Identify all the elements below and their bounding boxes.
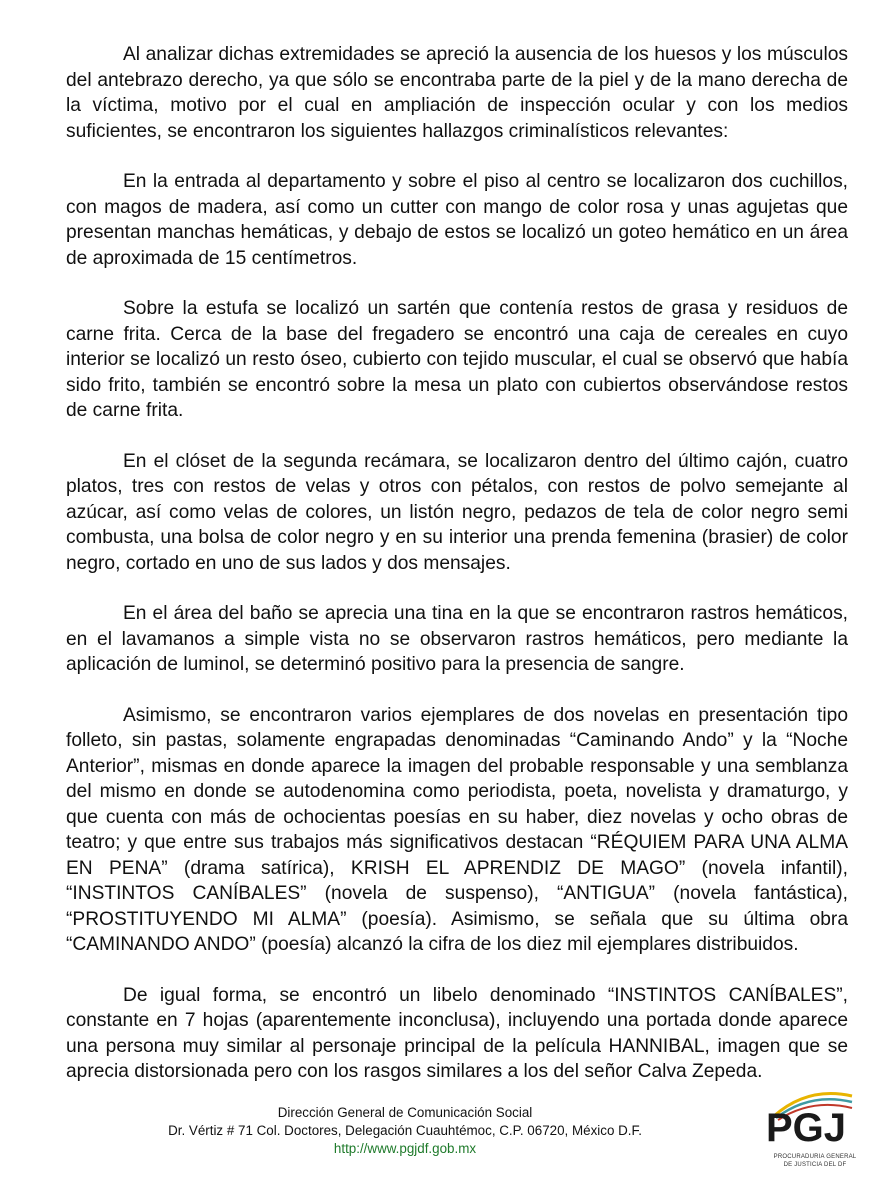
paragraph-2: En la entrada al departamento y sobre el piso al centro se localizaron dos cuchillos, con magos de madera, así como un cutter con mango de color rosa y unas agujetas que presentan manchas hemáticas, y debajo de estos se localizó un goteo hemático en un área de aproximada de 15 centímetros. (66, 171, 848, 269)
footer (100, 1104, 710, 1158)
body-text (66, 42, 848, 1110)
paragraph-7: De igual forma, se encontró un libelo denominado “INSTINTOS CANÍBALES”, constante en 7 hojas (aparentemente inconclusa), incluyendo una portada donde aparece una persona muy similar al personaje principal de la película HANNIBAL, imagen que se aprecia distorsionada pero con los rasgos similares a los del señor Calva Zepeda. (66, 984, 848, 1082)
paragraph-3: Sobre la estufa se localizó un sartén que contenía restos de grasa y residuos de carne frita. Cerca de la base del fregadero se encontró una caja de cereales en cuyo interior se localizó un resto óseo, cubierto con tejido muscular, el cual se observó que había sido frito, también se encontró sobre la mesa un plato con cubiertos observándose restos de carne frita. (66, 298, 848, 421)
paragraph-4: En el clóset de la segunda recámara, se localizaron dentro del último cajón, cuatro platos, tres con restos de velas y otros con pétalos, con restos de polvo semejante al azúcar, así como velas de colores, un listón negro, pedazos de tela de color negro semi combusta, una bolsa de color negro y en su interior una prenda femenina (brasier) de color negro, cortado en uno de sus lados y dos mensajes. (66, 450, 848, 574)
footer-url[interactable]: http://www.pgjdf.gob.mx (333, 1141, 477, 1156)
paragraph-1: Al analizar dichas extremidades se apreció la ausencia de los huesos y los músculos del antebrazo derecho, ya que sólo se encontraba parte de la piel y de la mano derecha de la víctima, motivo por el cual en ampliación de inspección ocular y con los medios suficientes, se encontraron los siguientes hallazgos criminalísticos relevantes: (66, 44, 848, 142)
logo-subtitle-2: DE JUSTICIA DEL DF (783, 1162, 847, 1168)
paragraph-5: En el área del baño se aprecia una tina en la que se encontraron rastros hemáticos, en el lavamanos a simple vista no se observaron rastros hemáticos, pero mediante la aplicación de luminol, se determinó positivo para la presencia de sangre. (66, 603, 848, 675)
footer-department: Dirección General de Comunicación Social (277, 1105, 533, 1120)
logo-subtitle-1: PROCURADURIA GENERAL (773, 1154, 857, 1160)
footer-address: Dr. Vértiz # 71 Col. Doctores, Delegación Cuauhtémoc, C.P. 06720, México D.F. (168, 1123, 642, 1138)
logo-text: PGJ (766, 1106, 847, 1150)
paragraph-6: Asimismo, se encontraron varios ejemplares de dos novelas en presentación tipo folleto, sin pastas, solamente engrapadas denominadas “Caminando Ando” y la “Noche Anterior”, mismas en donde aparece la imagen del probable responsable y una semblanza del mismo en donde se autodenomina como periodista, poeta, novelista y dramaturgo, y que cuenta con más de ochocientas poesías en su haber, diez novelas y ocho obras de teatro; y que entre sus trabajos más significativos destacan “RÉQUIEM PARA UNA ALMA EN PENA” (drama satírica), KRISH EL APRENDIZ DE MAGO” (novela infantil), “INSTINTOS CANÍBALES” (novela de suspenso), “ANTIGUA” (novela fantástica), “PROSTITUYENDO MI ALMA” (poesía). Asimismo, se señala que su última obra “CAMINANDO ANDO” (poesía) alcanzó la cifra de los diez mil ejemplares distribuidos. (66, 704, 848, 955)
pgj-logo (760, 1082, 860, 1182)
